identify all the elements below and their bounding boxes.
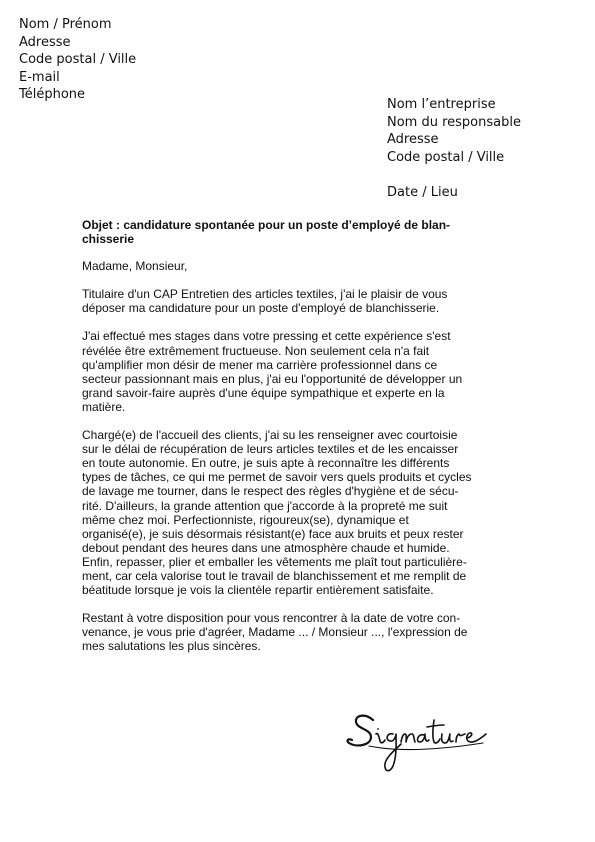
object-line: Objet : candidature spontanée pour un poste d’employé de blan- [82,218,451,232]
paragraph-line: mes salutations les plus sincères. [82,639,261,654]
paragraph-line: révélée être extrêmement fructueuse. Non seulement cela n'a fait [82,343,430,358]
paragraph-line: ment, car cela valorise tout le travail de blanchissement et me remplit de [82,568,467,583]
paragraph-line: secteur passionnant mais en plus, j'ai eu l'opportunité de développer un [82,371,463,386]
paragraph-line: béatitude lorsque je vois la clientèle repartir entièrement satisfaite. [82,583,434,598]
sender-phone: Téléphone [19,87,86,103]
paragraph-line: matière. [82,399,126,414]
paragraph-line: Enfin, repasser, plier et emballer les vêtements me plaît tout particulière- [82,554,467,569]
date-place [387,184,458,202]
paragraph-experience [82,329,522,414]
sender-name: Nom / Prénom [19,17,112,32]
paragraph-line: même chez moi. Perfectionniste, rigoureux(se), dynamique et [82,512,409,527]
handwritten-signature [343,710,493,786]
paragraph-line: rité. D'ailleurs, la grande attention que j'accorde à la propreté me suit [82,498,448,513]
recipient-city: Code postal / Ville [387,149,505,165]
paragraph-line: de lavage me tourner, dans le respect des règles d'hygiène et de sécu- [82,484,459,499]
paragraph-line: déposer ma candidature pour un poste d'employé de blanchisserie. [82,301,440,316]
date-place-text: Date / Lieu [387,185,458,200]
paragraph-line: qu'amplifier mon désir de mener ma carrière professionnel dans ce [82,357,438,372]
object-line: chisserie [82,232,135,247]
paragraph-skills [82,428,522,597]
salutation-text: Madame, Monsieur, [82,259,188,274]
recipient-address-block [387,96,521,166]
recipient-company: Nom l’entreprise [387,97,496,112]
sender-address-block [19,16,136,104]
paragraph-line: grand savoir-faire auprès d'une équipe sympathique et experte en la [82,385,445,400]
paragraph-intro [82,287,522,315]
paragraph-line: debout pendant des heures dans une atmosphère chaude et humide. [82,540,450,555]
paragraph-line: venance, je vous prie d'agréer, Madame ... / Monsieur ..., l'expression de [82,625,468,640]
paragraph-line: Titulaire d'un CAP Entretien des articles textiles, j'ai le plaisir de vous [82,287,448,302]
paragraph-line: J'ai effectué mes stages dans votre pressing et cette expérience s'est [82,329,451,344]
letter-body [82,218,522,667]
sender-city: Code postal / Ville [19,52,137,68]
recipient-manager: Nom du responsable [387,114,521,130]
letter-object [82,218,522,246]
recipient-address: Adresse [387,132,439,148]
paragraph-closing [82,611,522,653]
paragraph-line: types de tâches, ce qui me permet de savoir vers quels produits et cycles [82,470,472,485]
paragraph-line: organisé(e), je suis désormais résistant(e) face aux bruits et peux rester [82,526,464,541]
sender-address: Adresse [19,34,71,50]
sender-email: E-mail [19,69,60,85]
paragraph-line: sur le délai de récupération de leurs articles textiles et de les encaisser [82,442,459,457]
paragraph-line: Chargé(e) de l'accueil des clients, j'ai su les renseigner avec courtoisie [82,428,458,443]
paragraph-line: en toute autonomie. En outre, je suis apte à reconnaître les différents [82,456,450,471]
salutation [82,259,522,273]
paragraph-line: Restant à votre disposition pour vous rencontrer à la date de votre con- [82,611,461,626]
